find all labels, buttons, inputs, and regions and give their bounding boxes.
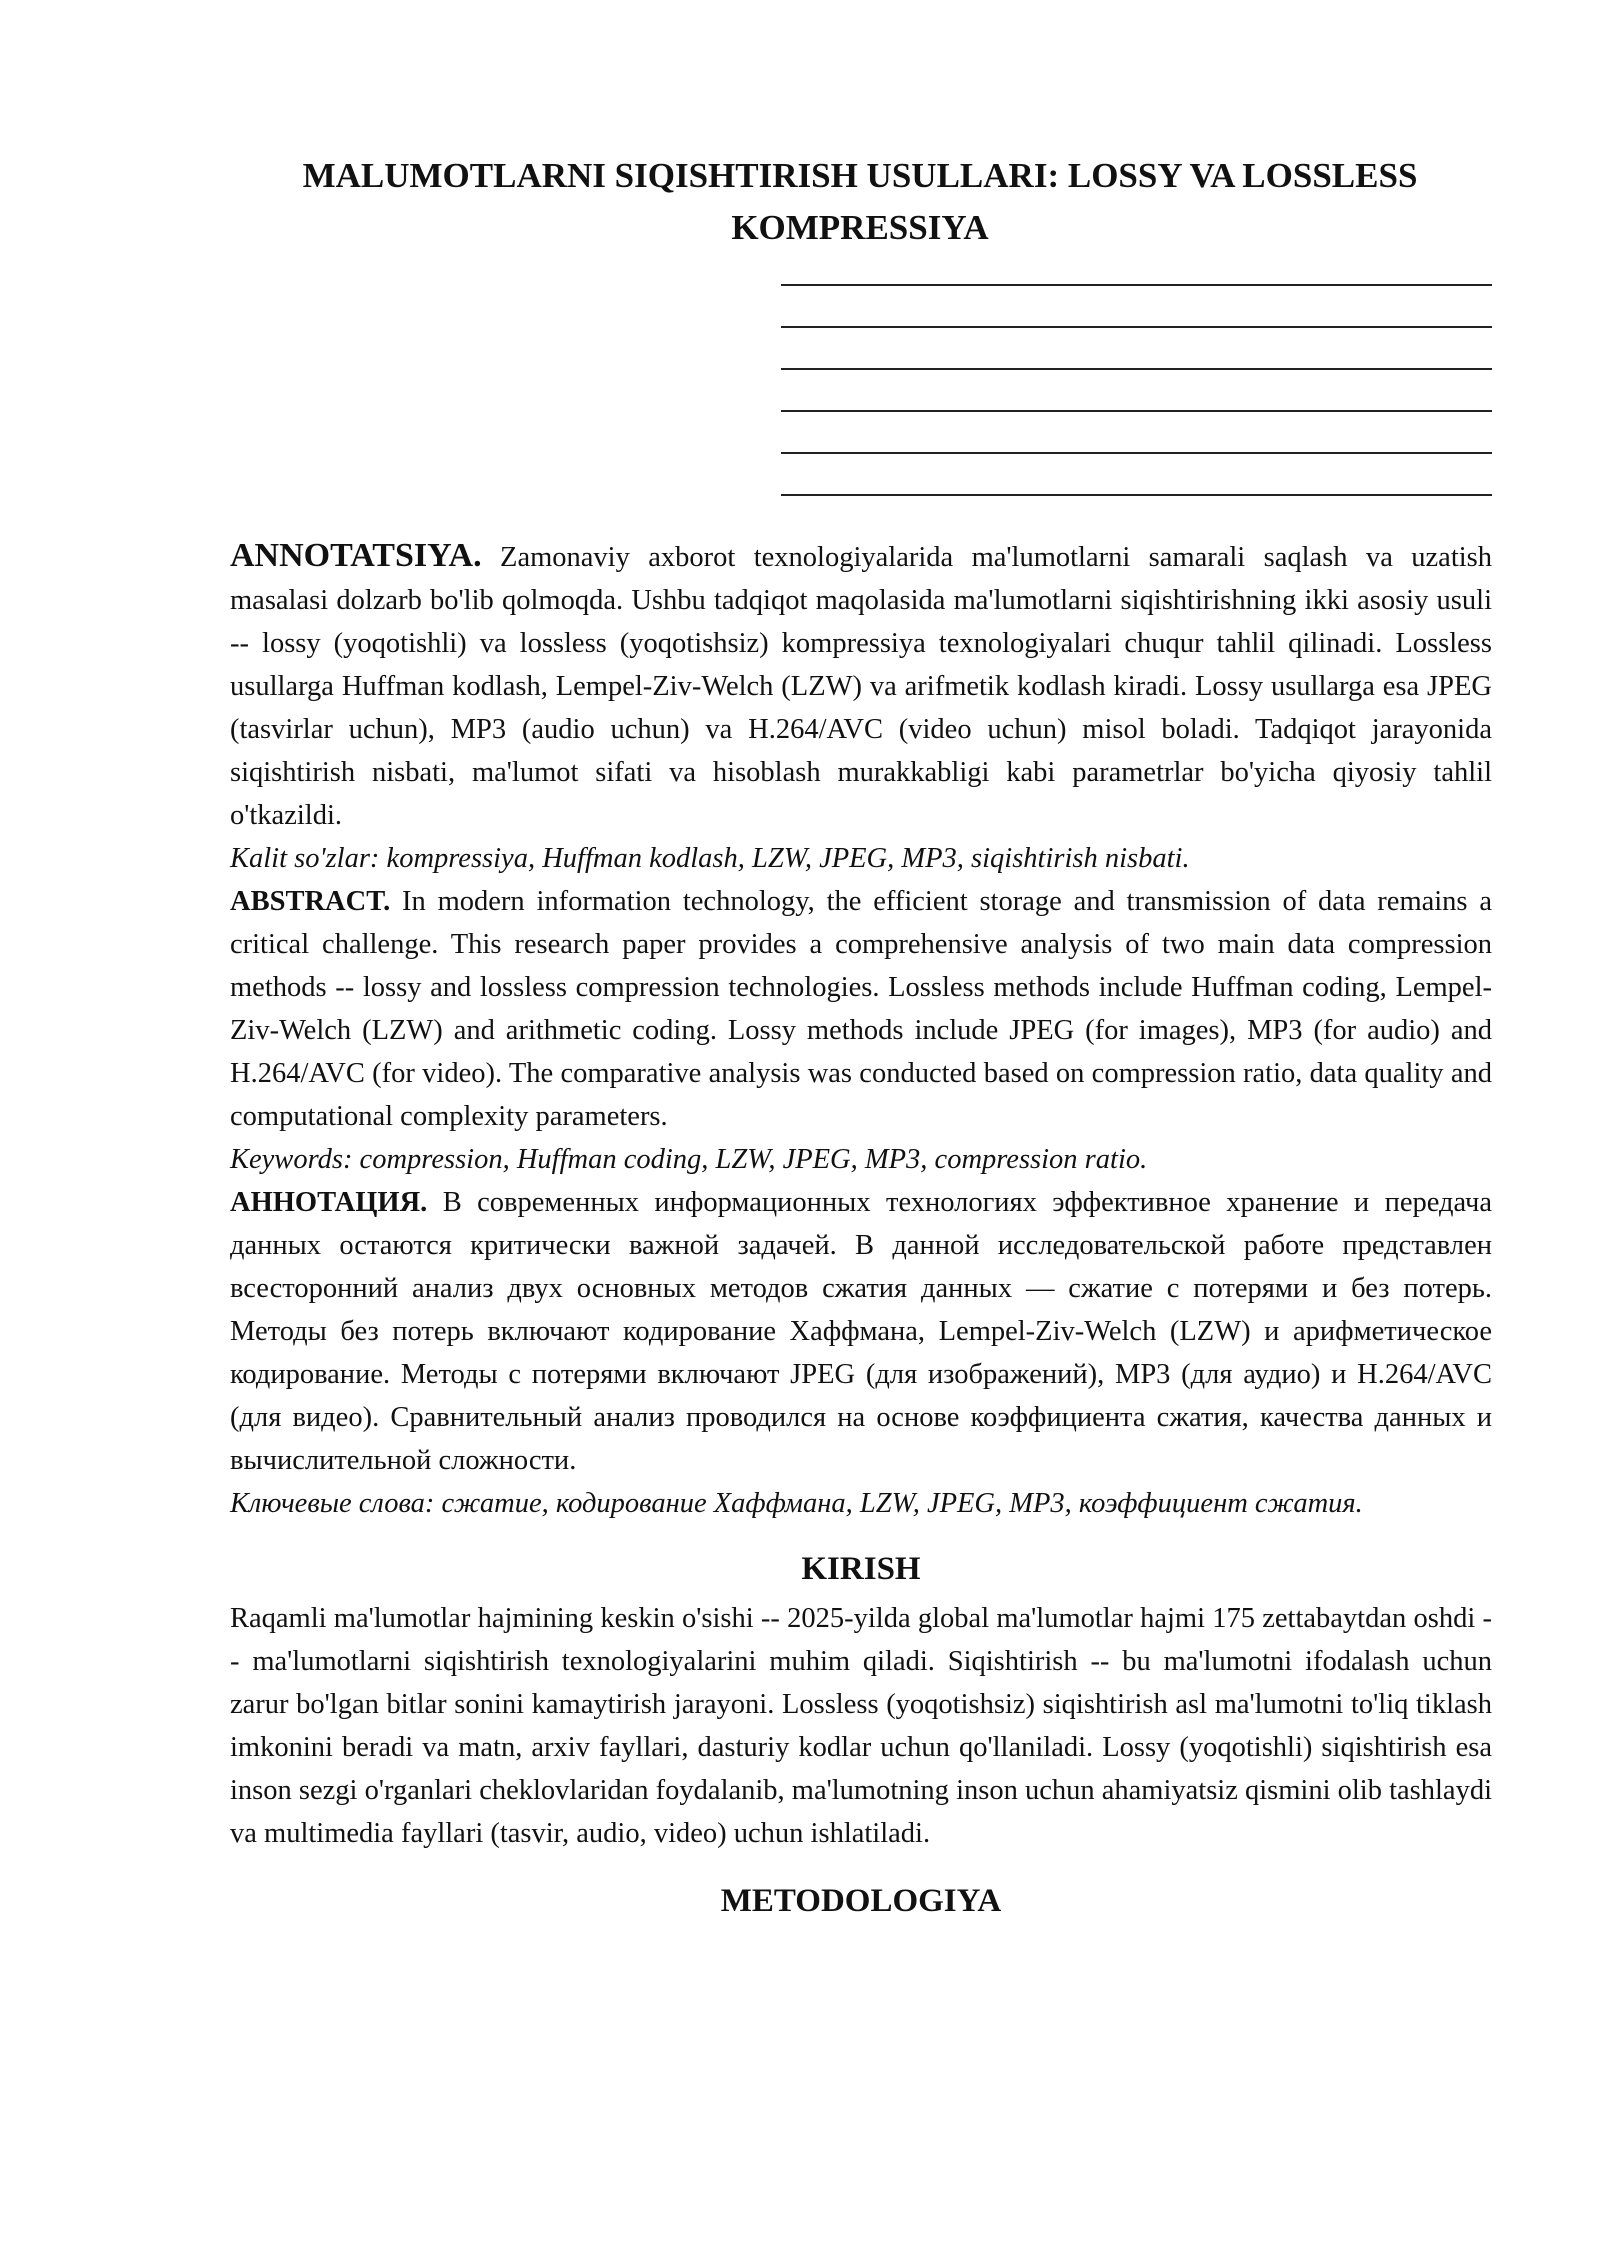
abstract-keywords: Keywords: compression, Huffman coding, LZW, JPEG, MP3, compression ratio. [230, 1144, 1148, 1175]
author-blank-line [781, 494, 1492, 496]
author-blank-line [781, 368, 1492, 370]
metodologiya-heading: METODOLOGIYA [720, 1883, 1002, 1919]
author-blank-line [781, 326, 1492, 328]
abstract-paragraph [230, 880, 1492, 1138]
annotatsiya-ru-text: В современных информационных технологиях эффективное хранение и передача данных остаются критически важной задачей. В данной исследовательской работе представлен всесторонний анализ двух основных методов сжатия данных — сжатие с потерями и без потерь. Методы без потерь включают кодирование Хаффмана, Lempel-Ziv-Welch (LZW) и арифметическое кодирование. Методы с потерями включают JPEG (для изображений), MP3 (для аудио) и H.264/AVC (для видео). Сравнительный анализ проводился на основе коэффициента сжатия, качества данных и вычислительной сложности. [230, 1187, 1492, 1476]
annotatsiya-ru-lead: АННОТАЦИЯ. [230, 1187, 428, 1218]
abstract-lead: ABSTRACT. [230, 886, 391, 917]
author-blank-line [781, 410, 1492, 412]
annotatsiya-keywords: Kalit so'zlar: kompressiya, Huffman kodlash, LZW, JPEG, MP3, siqishtirish nisbati. [230, 843, 1190, 874]
author-blank-line [781, 284, 1492, 286]
abstract-text: In modern information technology, the efficient storage and transmission of data remains a critical challenge. This research paper provides a comprehensive analysis of two main data compression methods -- lossy and lossless compression technologies. Lossless methods include Huffman coding, Lempel-Ziv-Welch (LZW) and arithmetic coding. Lossy methods include JPEG (for images), MP3 (for audio) and H.264/AVC (for video). The comparative analysis was conducted based on compression ratio, data quality and computational complexity parameters. [230, 886, 1492, 1132]
paper-title: MALUMOTLARNI SIQISHTIRISH USULLARI: LOSSY VA LOSSLESS KOMPRESSIYA [302, 156, 1418, 247]
author-blank-line [781, 452, 1492, 454]
annotatsiya-ru-keywords: Ключевые слова: сжатие, кодирование Хаффмана, LZW, JPEG, MP3, коэффициент сжатия. [230, 1488, 1363, 1519]
annotatsiya-paragraph [230, 534, 1492, 837]
paper-body [230, 534, 1492, 1925]
author-info-blank-lines [781, 284, 1492, 536]
kirish-paragraph: Raqamli ma'lumotlar hajmining keskin o'sishi -- 2025-yilda global ma'lumotlar hajmi 175 zettabaytdan oshdi -- ma'lumotlarni siqishtirish texnologiyalarini muhim qiladi. Siqishtirish -- bu ma'lumotni ifodalash uchun zarur bo'lgan bitlar sonini kamaytirish jarayoni. Lossless (yoqotishsiz) siqishtirish asl ma'lumotni to'liq tiklash imkonini beradi va matn, arxiv fayllari, dasturiy kodlar uchun qo'llaniladi. Lossy (yoqotishli) siqishtirish esa inson sezgi o'rganlari cheklovlaridan foydalanib, ma'lumotning inson uchun ahamiyatsiz qismini olib tashlaydi va multimedia fayllari (tasvir, audio, video) uchun ishlatiladi. [230, 1603, 1492, 1849]
kirish-heading: KIRISH [801, 1551, 921, 1587]
annotatsiya-lead: ANNOTATSIYA. [230, 537, 482, 574]
annotatsiya-text: Zamonaviy axborot texnologiyalarida ma'lumotlarni samarali saqlash va uzatish masalasi dolzarb bo'lib qolmoqda. Ushbu tadqiqot maqolasida ma'lumotlarni siqishtirishning ikki asosiy usuli -- lossy (yoqotishli) va lossless (yoqotishsiz) kompressiya texnologiyalari chuqur tahlil qilinadi. Lossless usullarga Huffman kodlash, Lempel-Ziv-Welch (LZW) va arifmetik kodlash kiradi. Lossy usullarga esa JPEG (tasvirlar uchun), MP3 (audio uchun) va H.264/AVC (video uchun) misol boladi. Tadqiqot jarayonida siqishtirish nisbati, ma'lumot sifati va hisoblash murakkabligi kabi parametrlar bo'yicha qiyosiy tahlil o'tkazildi. [230, 542, 1492, 831]
annotatsiya-ru-paragraph [230, 1181, 1492, 1482]
